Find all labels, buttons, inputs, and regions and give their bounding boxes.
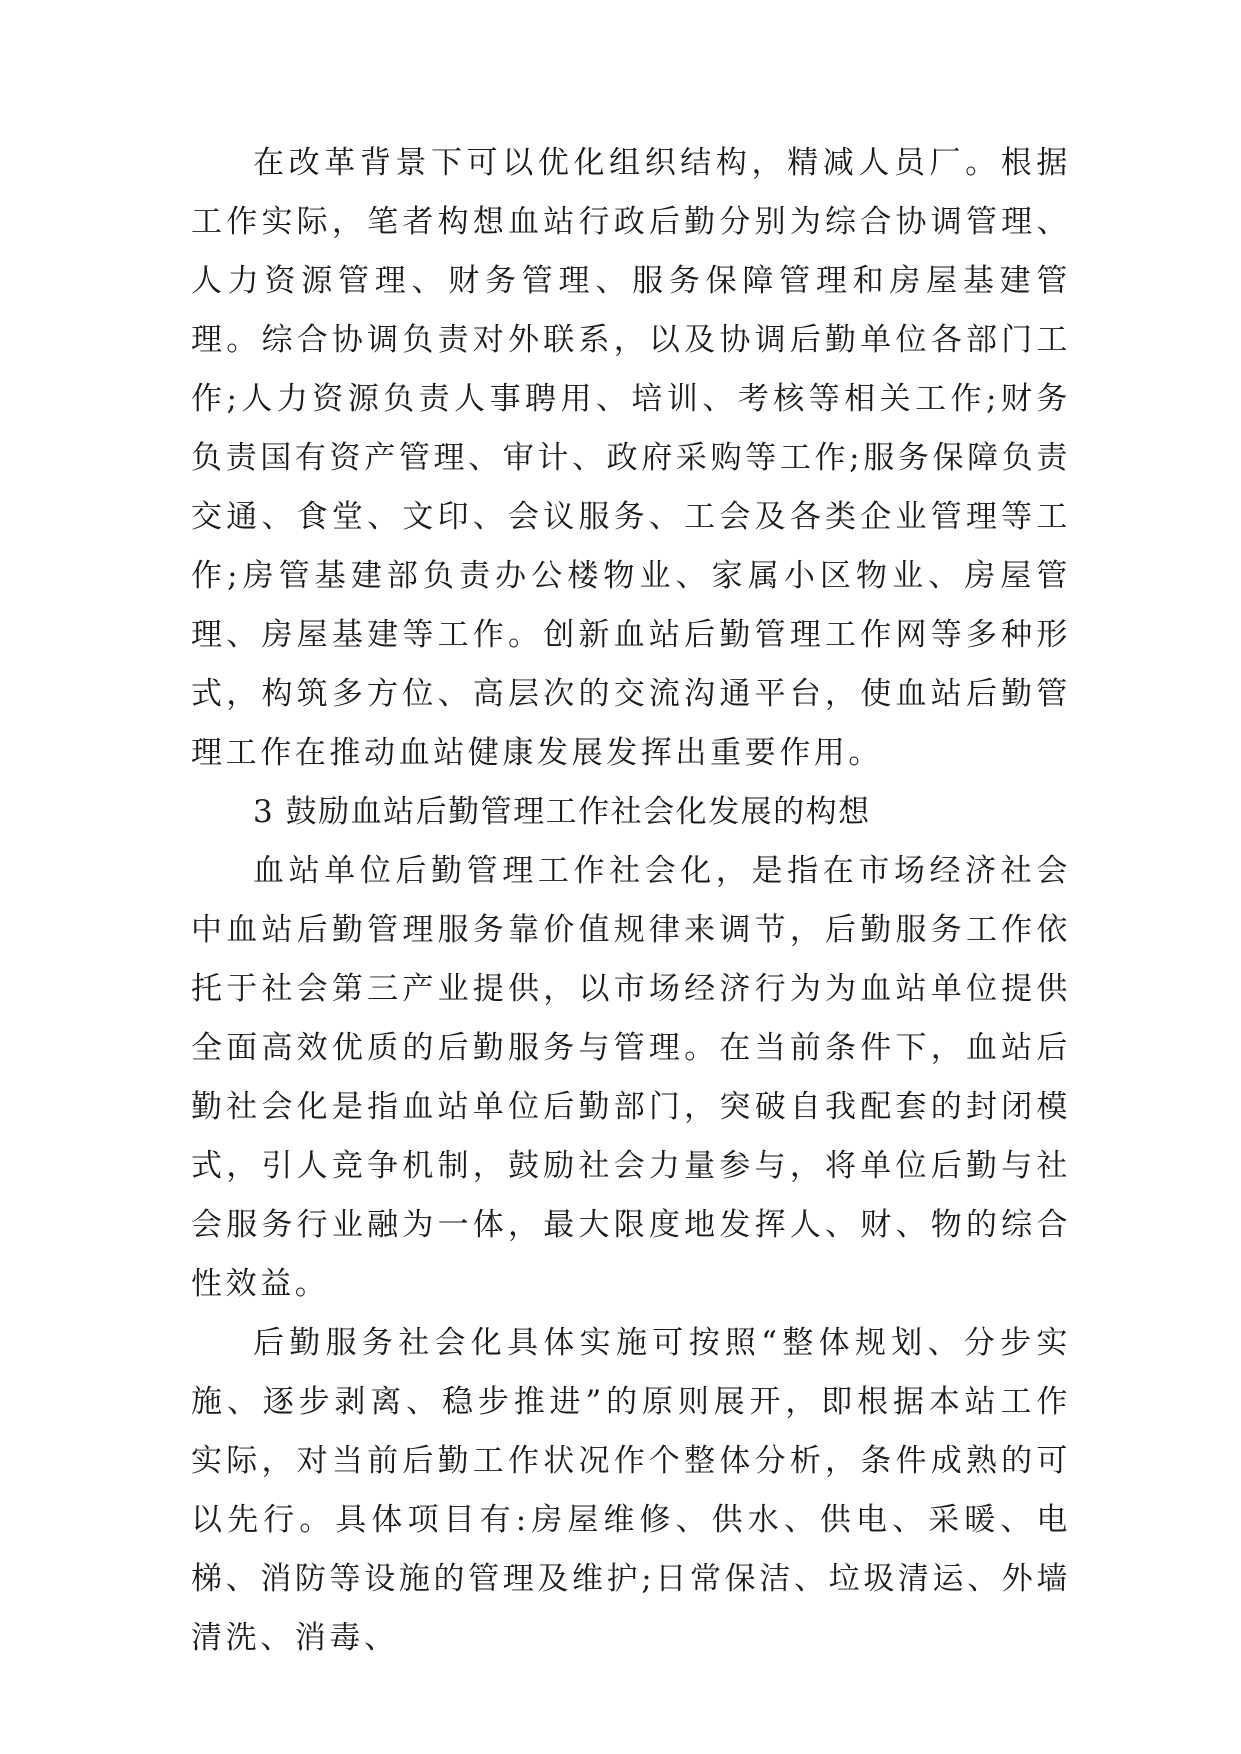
paragraph-implementation: 后勤服务社会化具体实施可按照“整体规划、分步实施、逐步剥离、稳步推进”的原则展开，即根据本站工作实际，对当前后勤工作状况作个整体分析，条件成熟的可以先行。具体项目有:房屋维修、供水、供电、采暖、电梯、消防等设施的管理及维护;日常保洁、垃圾清运、外墙清洗、消毒、	[191, 1325, 1071, 1656]
paragraph-org-structure: 在改革背景下可以优化组织结构，精减人员厂。根据工作实际，笔者构想血站行政后勤分别为综合协调管理、人力资源管理、财务管理、服务保障管理和房屋基建管理。综合协调负责对外联系，以及协调后勤单位各部门工作;人力资源负责人事聘用、培训、考核等相关工作;财务负责国有资产管理、审计、政府采购等工作;服务保障负责交通、食堂、文印、会议服务、工会及各类企业管理等工作;房管基建部负责办公楼物业、家属小区物业、房屋管理、房屋基建等工作。创新血站后勤管理工作网等多种形式，构筑多方位、高层次的交流沟通平台，使血站后勤管理工作在推动血站健康发展发挥出重要作用。	[191, 145, 1071, 771]
document-body	[191, 134, 1071, 1668]
paragraph-socialization-definition: 血站单位后勤管理工作社会化，是指在市场经济社会中血站后勤管理服务靠价值规律来调节，后勤服务工作依托于社会第三产业提供，以市场经济行为为血站单位提供全面高效优质的后勤服务与管理。在当前条件下，血站后勤社会化是指血站单位后勤部门，突破自我配套的封闭模式，引人竞争机制，鼓励社会力量参与，将单位后勤与社会服务行业融为一体，最大限度地发挥人、财、物的综合性效益。	[191, 853, 1071, 1302]
section-heading-3: 3 鼓励血站后勤管理工作社会化发展的构想	[253, 794, 871, 830]
